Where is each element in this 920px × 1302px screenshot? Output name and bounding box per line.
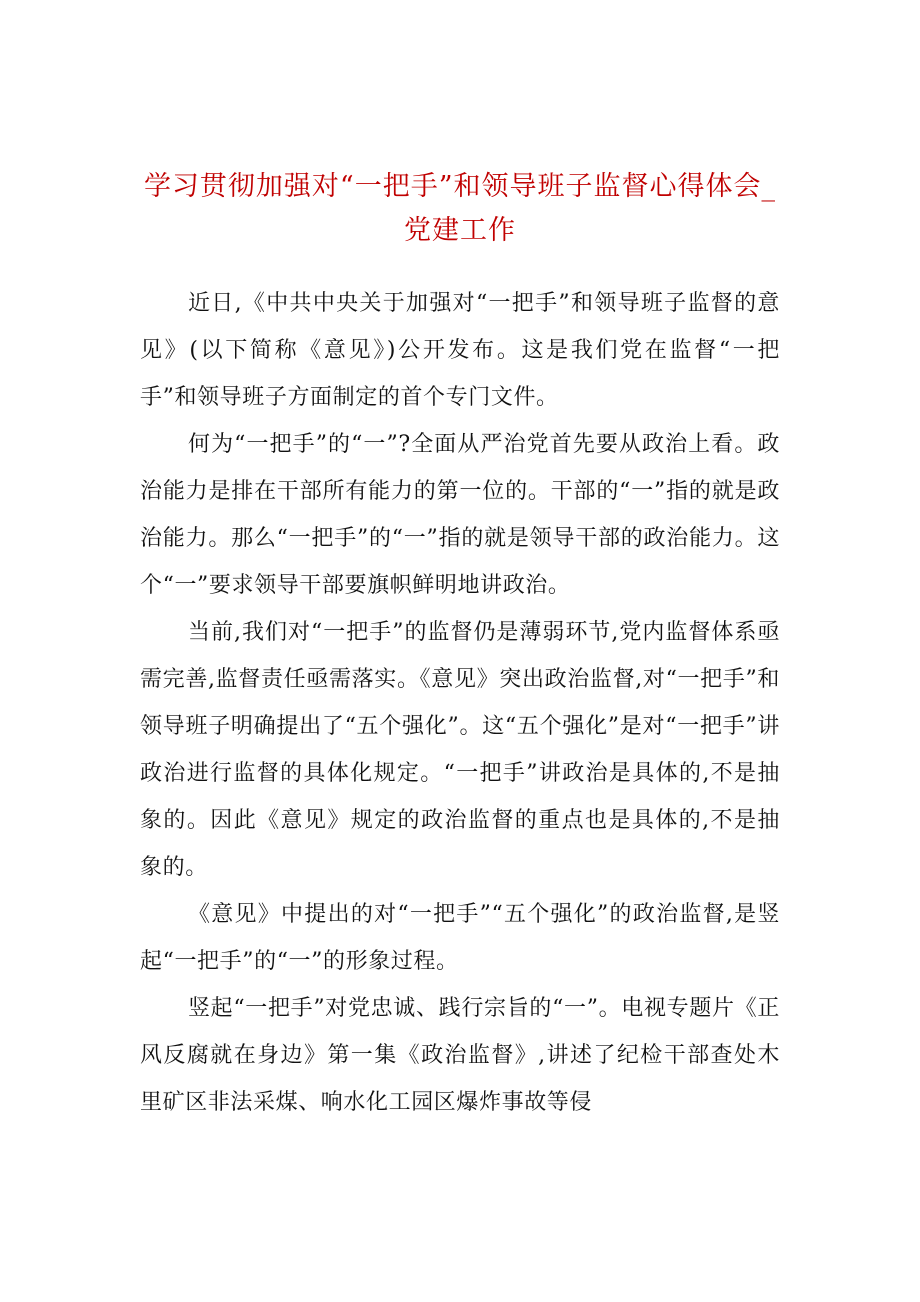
document-body [140,280,780,1126]
paragraph-1: 近日,《中共中央关于加强对“一把手”和领导班子监督的意见》(以下简称《意见》)公开发布。这是我们党在监督“一把手”和领导班子方面制定的首个专门文件。 [140,291,780,410]
paragraph-2: 何为“一把手”的“一”?全面从严治党首先要从政治上看。政治能力是排在干部所有能力的第一位的。干部的“一”指的就是政治能力。那么“一把手”的“一”指的就是领导干部的政治能力。这个“一”要求领导干部要旗帜鲜明地讲政治。 [140,432,780,598]
paragraph-3: 当前,我们对“一把手”的监督仍是薄弱环节,党内监督体系亟需完善,监督责任亟需落实。《意见》突出政治监督,对“一把手”和领导班子明确提出了“五个强化”。这“五个强化”是对“一把手”讲政治进行监督的具体化规定。“一把手”讲政治是具体的,不是抽象的。因此《意见》规定的政治监督的重点也是具体的,不是抽象的。 [140,620,780,880]
paragraph-5: 竖起“一把手”对党忠诚、践行宗旨的“一”。电视专题片《正风反腐就在身边》第一集《政治监督》,讲述了纪检干部查处木里矿区非法采煤、响水化工园区爆炸事故等侵 [140,996,780,1115]
paragraph-4: 《意见》中提出的对“一把手”“五个强化”的政治监督,是竖起“一把手”的“一”的形象过程。 [140,902,780,974]
document-title: 学习贯彻加强对“一把手”和领导班子监督心得体会_党建工作 [143,171,777,246]
